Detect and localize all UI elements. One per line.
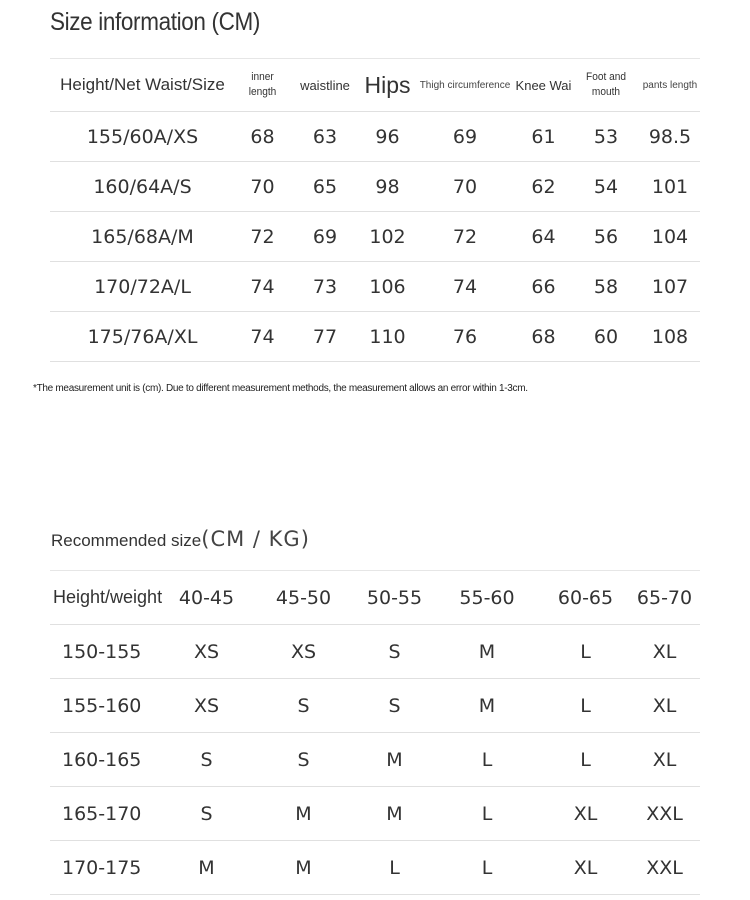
table-row	[50, 162, 700, 212]
cell-value: 72	[250, 225, 275, 248]
cell-height-range: 150-155	[62, 640, 142, 663]
cell-size: L	[481, 748, 493, 771]
table-row	[50, 787, 700, 841]
cell-value: 54	[593, 175, 619, 198]
cell-value: 58	[593, 275, 619, 298]
cell-size: S	[388, 640, 401, 663]
cell-size: S	[388, 694, 401, 717]
cell-value: 104	[651, 225, 689, 248]
cell-value: 96	[375, 125, 400, 148]
cell-size: M	[386, 802, 403, 825]
cell-size: M	[295, 802, 312, 825]
cell-size: S	[200, 748, 213, 771]
cell-value: 70	[452, 175, 478, 198]
header-weight-range: 45-50	[275, 586, 332, 609]
cell-value: 68	[250, 125, 275, 148]
header-pants-length: pants length	[642, 79, 698, 91]
cell-size: XL	[652, 748, 677, 771]
cell-size: L	[580, 748, 591, 771]
size-info-table	[50, 58, 700, 362]
cell-size: XS	[193, 694, 220, 717]
cell-size: XXL	[646, 856, 683, 879]
size-info-header-row	[50, 59, 700, 112]
table-row	[50, 312, 700, 362]
cell-value: 66	[531, 275, 556, 298]
cell-value: 60	[593, 325, 619, 348]
cell-size: M	[198, 856, 215, 879]
cell-value: 101	[651, 175, 689, 198]
header-weight-range: 60-65	[557, 586, 614, 609]
cell-size: 175/76A/XL	[87, 325, 198, 348]
header-thigh-circumference: Thigh circumference	[419, 79, 511, 91]
recommended-size-table	[50, 570, 700, 895]
header-foot-mouth: Foot and mouth	[586, 71, 626, 98]
header-inner-length: inner length	[248, 71, 277, 98]
header-knee-wai: Knee Wai	[515, 77, 572, 93]
header-height-weight: Height/weight	[53, 587, 163, 607]
table-row	[50, 841, 700, 895]
header-weight-range: 55-60	[459, 586, 515, 609]
header-hips: Hips	[364, 71, 411, 98]
cell-size: 165/68A/M	[91, 225, 194, 248]
cell-value: 53	[593, 125, 619, 148]
cell-value: 65	[312, 175, 338, 198]
cell-value: 69	[312, 225, 338, 248]
cell-size: L	[580, 640, 591, 663]
size-info-title: Size information (CM)	[50, 8, 260, 36]
table-row	[50, 212, 700, 262]
cell-height-range: 155-160	[62, 694, 142, 717]
cell-size: M	[478, 640, 496, 663]
cell-size: M	[386, 748, 403, 771]
cell-size: M	[295, 856, 312, 879]
table-row	[50, 112, 700, 162]
recommended-size-units: (CM / KG)	[201, 527, 310, 551]
cell-value: 98	[375, 175, 400, 198]
table-row	[50, 625, 700, 679]
cell-size: XL	[573, 802, 598, 825]
cell-value: 107	[651, 275, 689, 298]
cell-value: 73	[312, 275, 338, 298]
cell-size: M	[478, 694, 496, 717]
cell-size: XL	[652, 640, 677, 663]
header-weight-range: 50-55	[366, 586, 423, 609]
cell-size: XS	[193, 640, 220, 663]
table-row	[50, 679, 700, 733]
measurement-note: *The measurement unit is (cm). Due to different measurement methods, the measurement allows an error within 1-3cm.	[33, 383, 528, 394]
cell-value: 76	[452, 325, 478, 348]
cell-value: 110	[369, 325, 406, 348]
cell-size: S	[200, 802, 213, 825]
cell-height-range: 165-170	[62, 802, 142, 825]
cell-value: 74	[250, 325, 275, 348]
cell-value: 69	[452, 125, 478, 148]
cell-size: L	[580, 694, 591, 717]
cell-value: 74	[452, 275, 478, 298]
cell-value: 56	[593, 225, 619, 248]
cell-value: 108	[651, 325, 689, 348]
cell-value: 102	[369, 225, 406, 248]
cell-size: S	[297, 694, 310, 717]
header-height-waist-size: Height/Net Waist/Size	[60, 75, 225, 94]
cell-value: 72	[452, 225, 478, 248]
header-weight-range: 40-45	[178, 586, 235, 609]
cell-size: XXL	[646, 802, 683, 825]
recommended-size-label: Recommended size	[51, 531, 202, 550]
cell-size: L	[389, 856, 400, 879]
cell-value: 74	[250, 275, 275, 298]
cell-size: L	[481, 856, 493, 879]
cell-value: 68	[531, 325, 556, 348]
cell-height-range: 170-175	[62, 856, 142, 879]
cell-size: L	[481, 802, 493, 825]
cell-size: 155/60A/XS	[86, 125, 199, 148]
cell-value: 62	[531, 175, 556, 198]
header-weight-range: 65-70	[636, 586, 693, 609]
table-row	[50, 262, 700, 312]
cell-value: 61	[531, 125, 556, 148]
cell-value: 70	[250, 175, 275, 198]
cell-value: 64	[531, 225, 556, 248]
recommend-header-row	[50, 571, 700, 625]
header-waistline: waistline	[300, 77, 350, 93]
cell-value: 77	[312, 325, 338, 348]
recommended-size-title	[51, 527, 310, 551]
cell-size: 160/64A/S	[93, 175, 192, 198]
cell-height-range: 160-165	[62, 748, 142, 771]
cell-size: 170/72A/L	[94, 275, 191, 298]
cell-value: 106	[369, 275, 406, 298]
cell-size: S	[297, 748, 310, 771]
cell-value: 98.5	[648, 125, 692, 148]
table-row	[50, 733, 700, 787]
cell-size: XL	[573, 856, 598, 879]
cell-value: 63	[312, 125, 338, 148]
cell-size: XS	[290, 640, 317, 663]
cell-size: XL	[652, 694, 677, 717]
